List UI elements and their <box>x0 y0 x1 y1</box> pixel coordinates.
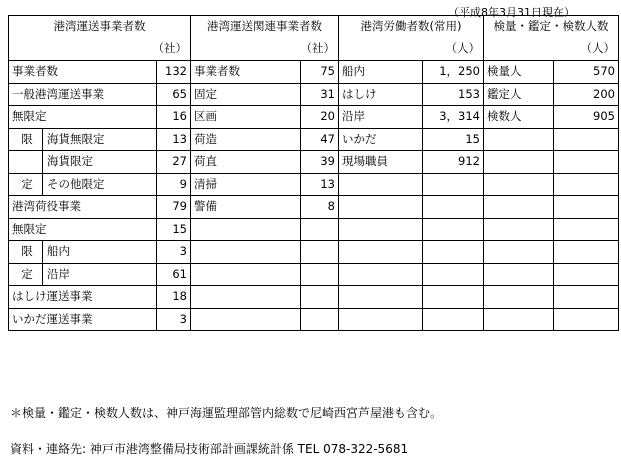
row-value: 47 <box>301 128 339 151</box>
row-label: 検数人 <box>484 106 554 129</box>
row-label <box>9 128 157 151</box>
row-value: 18 <box>157 286 191 309</box>
empty-cell <box>554 263 619 286</box>
table-row <box>9 173 619 196</box>
empty-cell <box>554 241 619 264</box>
empty-cell <box>554 128 619 151</box>
empty-cell <box>339 286 423 309</box>
header-unit-row <box>9 38 619 61</box>
sub-row-label: 船内 <box>47 244 70 258</box>
empty-cell <box>339 263 423 286</box>
group-label: 定 <box>12 174 43 196</box>
row-value: 3，314 <box>423 106 484 129</box>
empty-cell <box>423 263 484 286</box>
row-value: 570 <box>554 61 619 84</box>
row-value: 27 <box>157 151 191 174</box>
row-label: はしけ <box>339 83 423 106</box>
row-label: 船内 <box>339 61 423 84</box>
table-row <box>9 241 619 264</box>
row-label: 一般港湾運送事業 <box>9 83 157 106</box>
empty-cell <box>301 241 339 264</box>
unit-persons: （人） <box>484 38 619 61</box>
row-label: 無限定 <box>9 106 157 129</box>
empty-cell <box>191 308 301 331</box>
empty-cell <box>339 308 423 331</box>
row-value: 31 <box>301 83 339 106</box>
row-label <box>9 173 157 196</box>
row-label: いかだ運送事業 <box>9 308 157 331</box>
empty-cell <box>339 196 423 219</box>
row-label: 清掃 <box>191 173 301 196</box>
header-title-row <box>9 16 619 39</box>
header-related-companies: 港湾運送関連事業者数 <box>191 16 339 39</box>
empty-cell <box>554 196 619 219</box>
row-value: 200 <box>554 83 619 106</box>
as-of-date: （平成8年3月31日現在） <box>448 6 575 19</box>
row-label: 荷直 <box>191 151 301 174</box>
empty-cell <box>484 286 554 309</box>
table-row <box>9 308 619 331</box>
row-value: 39 <box>301 151 339 174</box>
header-port-workers: 港湾労働者数(常用) <box>339 16 484 39</box>
row-label: 固定 <box>191 83 301 106</box>
row-label: 検量人 <box>484 61 554 84</box>
empty-cell <box>484 241 554 264</box>
row-label: 区画 <box>191 106 301 129</box>
row-value: 132 <box>157 61 191 84</box>
row-label: 沿岸 <box>339 106 423 129</box>
row-label: 現場職員 <box>339 151 423 174</box>
empty-cell <box>423 286 484 309</box>
empty-cell <box>484 263 554 286</box>
footnote: ＊検量・鑑定・検数人数は、神戸海運監理部管内総数で尼崎西宮芦屋港も含む。 <box>10 406 443 420</box>
empty-cell <box>301 263 339 286</box>
sub-row-label: その他限定 <box>47 176 105 191</box>
row-value: 15 <box>423 128 484 151</box>
source-contact: 資料・連絡先: 神戸市港湾整備局技術部計画課統計係 TEL 078-322-5681 <box>10 442 409 456</box>
empty-cell <box>484 173 554 196</box>
row-value: 912 <box>423 151 484 174</box>
group-label: 限 <box>12 129 43 151</box>
row-label: 鑑定人 <box>484 83 554 106</box>
sub-row-label: 海貨無限定 <box>47 131 105 146</box>
empty-cell <box>484 196 554 219</box>
empty-cell <box>554 173 619 196</box>
sub-row-label: 海貨限定 <box>47 154 93 168</box>
empty-cell <box>484 128 554 151</box>
row-value: 13 <box>301 173 339 196</box>
empty-cell <box>423 308 484 331</box>
row-label: 事業者数 <box>191 61 301 84</box>
table-row <box>9 286 619 309</box>
table-row <box>9 196 619 219</box>
empty-cell <box>554 308 619 331</box>
unit-persons: （人） <box>339 38 484 61</box>
empty-cell <box>423 173 484 196</box>
row-label: いかだ <box>339 128 423 151</box>
empty-cell <box>554 151 619 174</box>
row-label <box>9 241 157 264</box>
empty-cell <box>191 241 301 264</box>
empty-cell <box>554 286 619 309</box>
empty-cell <box>191 263 301 286</box>
row-label <box>9 263 157 286</box>
row-value: 9 <box>157 173 191 196</box>
row-value: 75 <box>301 61 339 84</box>
table-row <box>9 128 619 151</box>
table-row <box>9 151 619 174</box>
empty-cell <box>339 241 423 264</box>
row-value: 79 <box>157 196 191 219</box>
row-value: 61 <box>157 263 191 286</box>
empty-cell <box>484 151 554 174</box>
header-inspectors: 検量・鑑定・検数人数 <box>484 16 619 39</box>
row-label: 事業者数 <box>9 61 157 84</box>
table-row <box>9 218 619 241</box>
group-label-spacer <box>12 151 43 173</box>
table-row <box>9 106 619 129</box>
row-value: 3 <box>157 308 191 331</box>
row-label <box>9 151 157 174</box>
empty-cell <box>301 218 339 241</box>
header-transport-companies: 港湾運送事業者数 <box>9 16 191 39</box>
row-label: はしけ運送事業 <box>9 286 157 309</box>
empty-cell <box>484 308 554 331</box>
empty-cell <box>191 218 301 241</box>
row-value: 65 <box>157 83 191 106</box>
row-label: 警備 <box>191 196 301 219</box>
unit-companies: （社） <box>9 38 191 61</box>
group-label: 限 <box>12 241 43 263</box>
table-row <box>9 61 619 84</box>
empty-cell <box>301 286 339 309</box>
empty-cell <box>339 173 423 196</box>
empty-cell <box>484 218 554 241</box>
empty-cell <box>423 241 484 264</box>
sub-row-label: 沿岸 <box>47 266 70 281</box>
empty-cell <box>423 218 484 241</box>
empty-cell <box>554 218 619 241</box>
row-value: 153 <box>423 83 484 106</box>
row-value: 3 <box>157 241 191 264</box>
group-label: 定 <box>12 264 43 286</box>
row-label: 港湾荷役事業 <box>9 196 157 219</box>
empty-cell <box>423 196 484 219</box>
row-value: 8 <box>301 196 339 219</box>
table-row <box>9 263 619 286</box>
port-statistics-table <box>8 15 619 331</box>
row-value: 13 <box>157 128 191 151</box>
row-label: 荷造 <box>191 128 301 151</box>
row-label: 無限定 <box>9 218 157 241</box>
unit-companies: （社） <box>191 38 339 61</box>
row-value: 16 <box>157 106 191 129</box>
row-value: 15 <box>157 218 191 241</box>
row-value: 1，250 <box>423 61 484 84</box>
row-value: 905 <box>554 106 619 129</box>
row-value: 20 <box>301 106 339 129</box>
empty-cell <box>339 218 423 241</box>
table-row <box>9 83 619 106</box>
empty-cell <box>301 308 339 331</box>
empty-cell <box>191 286 301 309</box>
